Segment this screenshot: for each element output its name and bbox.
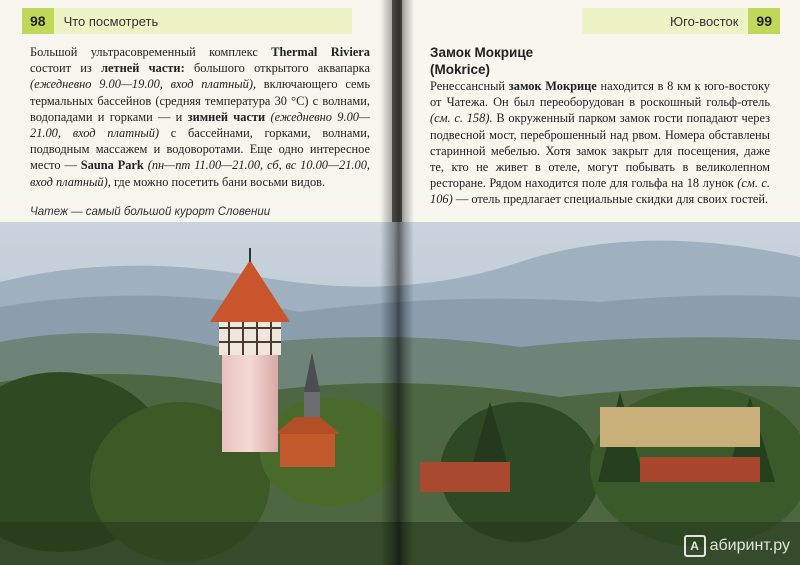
right-page-number: 99: [748, 8, 780, 34]
winter-part-label: зимней части: [187, 109, 266, 124]
watermark: [684, 535, 790, 557]
right-header-title: Юго-восток: [670, 13, 739, 29]
title-line: Замок Мокрице: [430, 45, 534, 60]
text-span: В окруженный парком замок гости попадают через подвесной мост, переброшенный над рвом. Номера обставлены старинной мебелью. Хотя замок закрыт для посещения, даже те, кто не живет в отеле, могут побывать в великолепном ресторане. Рядом находится поле для гольфа на 18 лунок: [430, 111, 771, 191]
left-body-text: [30, 44, 370, 190]
text-span: находится в 8 км к юго-востоку от Чатежа. Он был переоборудован в роскошный гольф-отель: [430, 79, 770, 110]
text-span: с бассейнами, горками, волнами, подводным массажем и водоворотами. Еще одно интересное место —: [30, 126, 371, 173]
page-ref: (см. с. 158).: [430, 111, 493, 126]
page-ref: (см. с. 106): [430, 176, 770, 207]
summer-part-label: летней части:: [101, 61, 185, 76]
right-body-text: [430, 44, 770, 208]
text-span: состоит из: [30, 61, 92, 76]
text-span: — отель предлагает специальные скидки для своих гостей.: [455, 192, 769, 207]
summer-hours: (ежедневно 9.00—19.00, вход платный),: [30, 77, 257, 92]
watermark-logo: А: [684, 535, 706, 557]
left-header-title: Что посмотреть: [63, 13, 159, 29]
book-gutter: [380, 0, 414, 565]
text-span: включающего семь термальных бассейнов (средняя температура 30 °С) с волнами, водопадами и горками — и: [30, 77, 370, 124]
text-span: где можно посетить бани восьми видов.: [113, 174, 326, 189]
sauna-hours: (пн—пт 11.00—21.00, сб, вс 10.00—21.00, вход платный),: [30, 158, 370, 189]
left-page-number: 98: [22, 8, 54, 34]
text-span: большого открытого аквапарка: [193, 61, 370, 76]
right-header: [582, 8, 780, 34]
thermal-riviera-name: Thermal Riviera: [271, 45, 370, 59]
text-span: Большой ультрасовременный комплекс: [30, 45, 258, 59]
sauna-park-name: Sauna Park: [80, 158, 144, 173]
photo-caption: Чатеж — самый большой курорт Словении: [30, 206, 271, 218]
castle-name: замок Мокрице: [508, 79, 597, 93]
winter-hours: (ежедневно 9.00—21.00, вход платный): [30, 109, 370, 141]
text-span: Ренессансный: [430, 79, 506, 93]
section-title: [430, 44, 770, 78]
watermark-text: абиринт.ру: [709, 537, 790, 554]
title-line: (Mokrice): [430, 62, 491, 77]
left-header: [22, 8, 352, 34]
